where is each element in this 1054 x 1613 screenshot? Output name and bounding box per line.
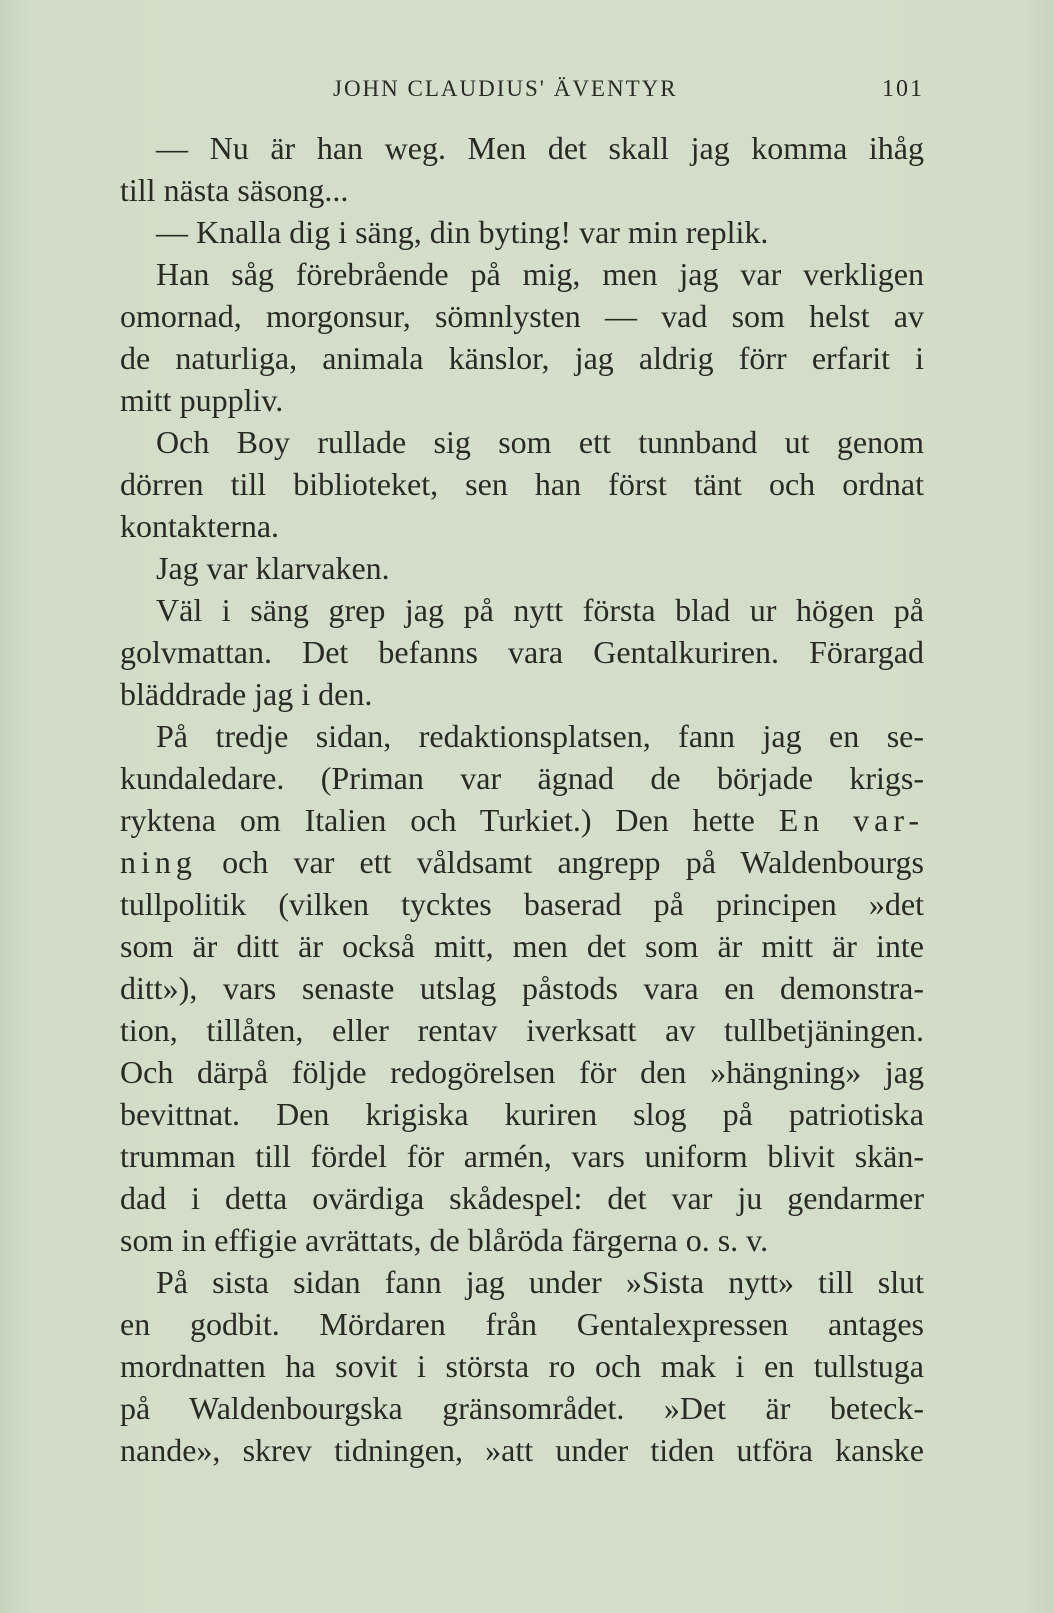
text-line-main: ryktena om Italien och Turkiet.) Den hette	[120, 802, 755, 838]
text-line: bevittnat. Den krigiska kuriren slog på patriotiska	[120, 1096, 924, 1132]
spaced-emphasis: ning	[120, 844, 197, 880]
text-line: dad i detta ovärdiga skådespel: det var ju gendarmer	[120, 1180, 924, 1216]
body-text	[120, 127, 924, 1471]
text-line: Och Boy rullade sig som ett tunnband ut genom	[156, 424, 924, 460]
text-line: en godbit. Mördaren från Gentalexpressen antages	[120, 1306, 924, 1342]
text-line: golvmattan. Det befanns vara Gentalkuriren. Förargad	[120, 634, 924, 670]
text-line: nande», skrev tidningen, »att under tiden utföra kanske	[120, 1432, 924, 1468]
text-line: — Nu är han weg. Men det skall jag komma ihåg	[156, 130, 924, 166]
text-line	[120, 841, 924, 883]
page-number: 101	[882, 76, 924, 102]
text-line: de naturliga, animala känslor, jag aldrig förr erfarit i	[120, 340, 924, 376]
text-line: trumman till fördel för armén, vars uniform blivit skän-	[120, 1138, 924, 1174]
text-line: som är ditt är också mitt, men det som är mitt är inte	[120, 928, 924, 964]
text-line: bläddrade jag i den.	[120, 676, 373, 712]
text-line: Jag var klarvaken.	[156, 550, 390, 586]
text-line: dörren till biblioteket, sen han först tänt och ordnat	[120, 466, 924, 502]
text-line: kontakterna.	[120, 508, 280, 544]
running-title: JOHN CLAUDIUS' ÄVENTYR	[333, 76, 678, 101]
text-line: På sista sidan fann jag under »Sista nytt» till slut	[156, 1264, 924, 1300]
text-line: på Waldenbourgska gränsområdet. »Det är beteck-	[120, 1390, 924, 1426]
text-line: till nästa säsong...	[120, 172, 349, 208]
text-line: som in effigie avrättats, de blåröda färgerna o. s. v.	[120, 1222, 769, 1258]
text-line: kundaledare. (Priman var ägnad de började krigs-	[120, 760, 924, 796]
text-line: mordnatten ha sovit i största ro och mak i en tullstuga	[120, 1348, 924, 1384]
text-line: Han såg förebrående på mig, men jag var verkligen	[156, 256, 924, 292]
text-line: — Knalla dig i säng, din byting! var min replik.	[156, 214, 769, 250]
text-line: mitt puppliv.	[120, 382, 284, 418]
text-line-main: och var ett våldsamt angrepp på Waldenbourgs	[222, 844, 925, 880]
text-line: tullpolitik (vilken tycktes baserad på principen »det	[120, 886, 924, 922]
text-line: Och därpå följde redogörelsen för den »hängning» jag	[120, 1054, 924, 1090]
text-line: tion, tillåten, eller rentav iverksatt av tullbetjäningen.	[120, 1012, 924, 1048]
text-line: ditt»), vars senaste utslag påstods vara en demonstra-	[120, 970, 924, 1006]
text-line: omornad, morgonsur, sömnlysten — vad som helst av	[120, 298, 924, 334]
text-line	[120, 799, 924, 841]
spaced-emphasis: En var-	[778, 802, 925, 838]
text-line: Väl i säng grep jag på nytt första blad ur högen på	[156, 592, 924, 628]
text-line: På tredje sidan, redaktionsplatsen, fann jag en se-	[156, 718, 924, 754]
page-header	[120, 76, 924, 112]
